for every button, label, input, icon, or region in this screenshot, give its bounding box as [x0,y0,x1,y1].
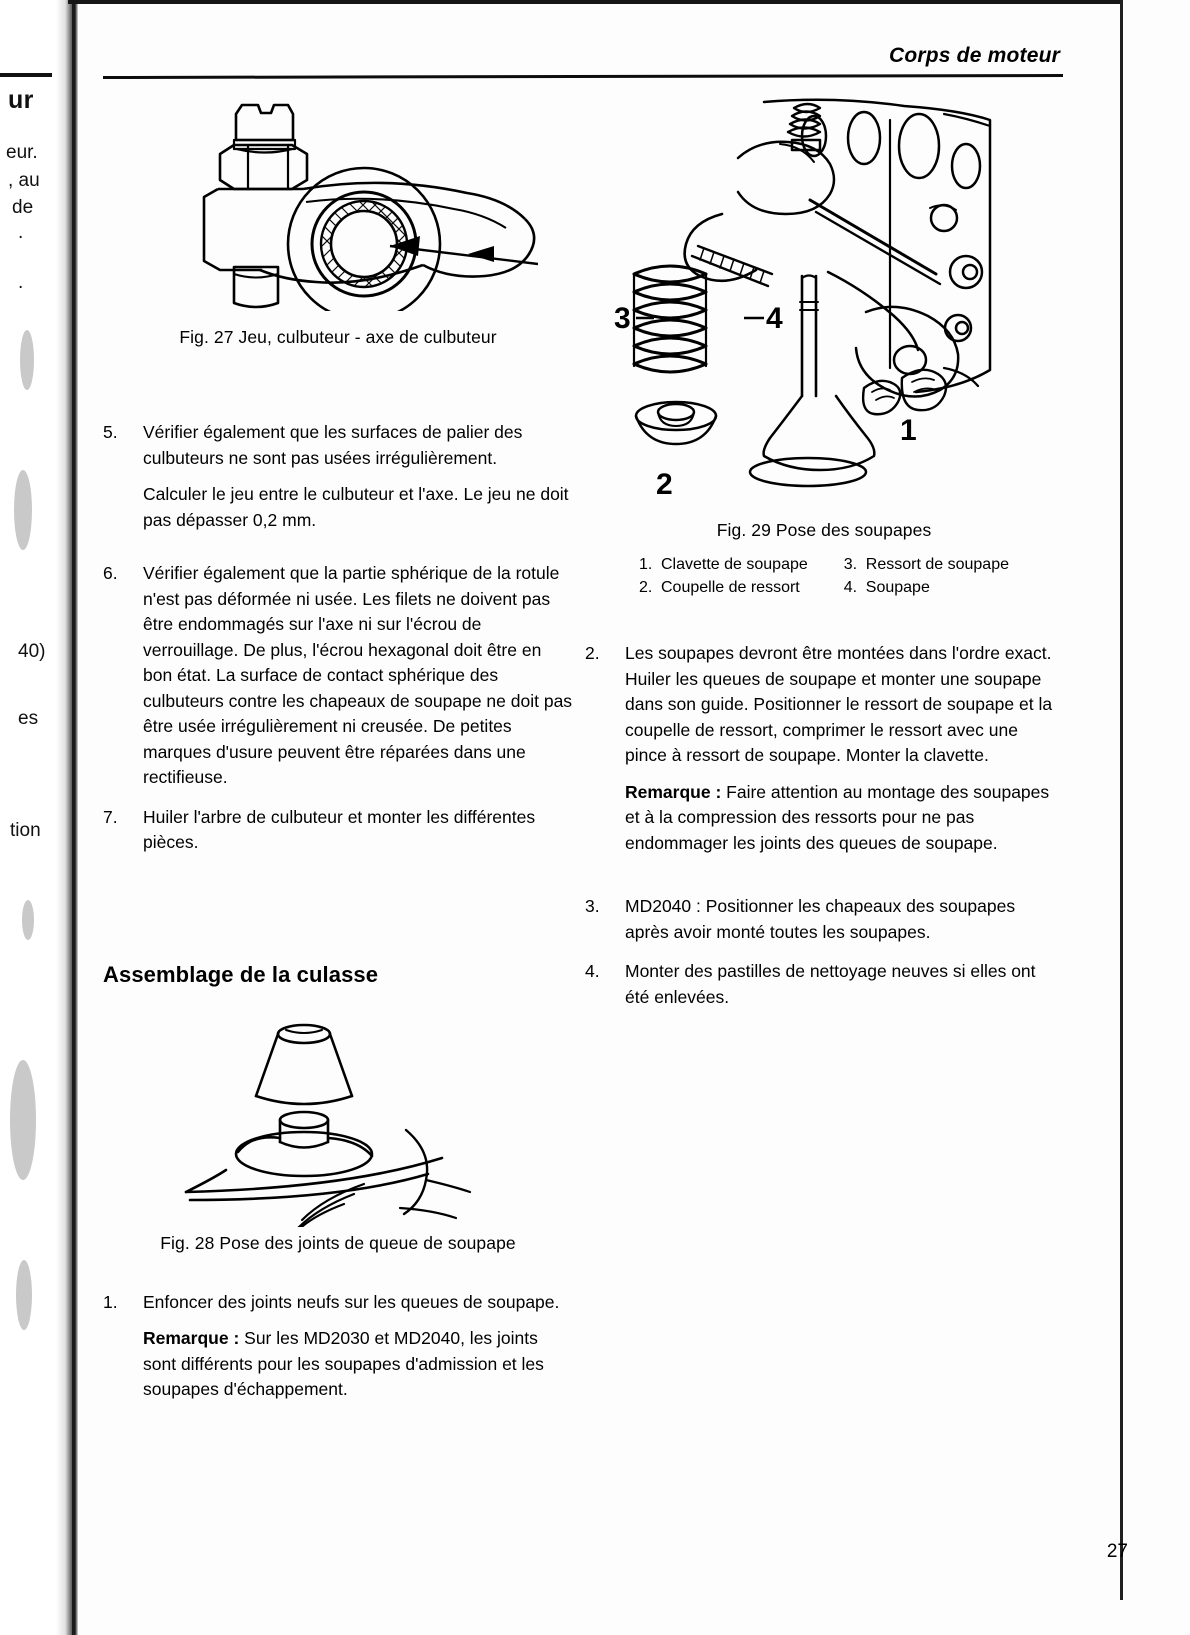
facing-page-line: tion [10,820,41,841]
callout-3: 3 [614,302,631,335]
section-heading: Assemblage de la culasse [103,961,379,987]
list-item-number: 5. [103,422,118,442]
legend-column-left [639,553,808,599]
running-header: Corps de moteur [888,44,1060,67]
scan-noise [10,1060,36,1180]
list-item-body [143,561,573,791]
legend-column-right [844,553,1009,599]
page-border-right [1120,0,1123,1600]
callout-1: 1 [900,414,917,447]
paragraph: Vérifier également que la partie sphérique de la rotule n'est pas déformée ni usée. Les filets ne doivent pas être endommagés sur l'axe ni sur l'écrou de verrouillage. De plus, l'écrou hexagonal doit être en bon état. La surface de contact sphérique des culbuteurs contre les chapeaux de soupape ne doit pas être usée irrégulièrement ni creusée. De petites marques d'usure peuvent être réparées dans une rectifieuse. [143,563,573,787]
note-label: Remarque : [625,781,722,802]
scan-noise [14,470,32,550]
list-item [103,1290,573,1403]
list-item-number: 3. [585,896,600,916]
facing-page-line: , au [8,170,40,191]
figure-29-caption: Fig. 29 Pose des soupapes [716,520,932,540]
page-number: 27 [1106,1541,1128,1562]
list-item-number: 1. [103,1291,118,1312]
valve-installation-illustration [614,96,1034,506]
list-item-number: 2. [585,643,600,663]
list-item [103,561,573,791]
legend-label: Soupape [865,579,930,596]
list-item [103,420,573,533]
figure-29 [585,96,1063,506]
legend-item [639,553,808,576]
paragraph: Les soupapes devront être montées dans l'ordre exact. Huiler les queues de soupape et monter une soupape dans son guide. Positionner le ressort de soupape et la coupelle de ressort, comprimer le ressort avec une pince à ressort de soupape. Monter la clavette. [625,643,1053,765]
facing-page-title: ur [8,86,34,114]
list-item-number: 7. [103,806,118,827]
left-column [103,96,573,1413]
page-border-top [68,0,1123,4]
callout-2: 2 [656,468,673,501]
paragraph: Monter des pastilles de nettoyage neuves si elles ont été enlevées. [625,961,1036,1007]
list-item-body [143,1290,573,1403]
list-item-body [143,805,573,856]
legend-item [639,576,808,599]
paragraph: Vérifier également que les surfaces de palier des culbuteurs ne sont pas usées irrégulièrement. [143,422,523,468]
note-label: Remarque : [143,1328,240,1348]
list-item [585,894,1063,945]
facing-page-line: 40) [18,641,46,662]
callout-4: 4 [766,302,783,335]
legend-item [844,576,1009,599]
scan-noise [22,900,34,940]
paragraph: Calculer le jeu entre le culbuteur et l'axe. Le jeu ne doit pas dépasser 0,2 mm. [143,484,569,530]
note-text: Faire attention au montage des soupapes et à la compression des ressorts pour ne pas endommager les joints des queues de soupape. [625,781,1050,853]
figure-29-legend [585,553,1063,599]
figure-28-caption: Fig. 28 Pose des joints de queue de soupape [160,1232,516,1253]
list-item-body [143,420,573,533]
list-item [585,959,1063,1010]
legend-number: 2. [639,579,653,596]
figure-28 [103,1012,573,1227]
list-item [103,805,573,856]
list-item-number: 4. [585,961,600,981]
legend-number: 1. [639,556,653,573]
legend-number: 4. [843,579,858,596]
facing-page-line: еs [18,708,39,729]
paragraph: MD2040 : Positionner les chapeaux des soupapes après avoir monté toutes les soupapes. [625,896,1016,942]
list-item-body [625,894,1063,945]
facing-page-rule [0,73,52,77]
rocker-arm-illustration [138,96,538,311]
legend-item [844,553,1009,576]
legend-label: Ressort de soupape [865,556,1009,573]
right-column [585,96,1063,1020]
legend-label: Coupelle de ressort [661,579,800,596]
list-item [585,641,1063,856]
legend-number: 3. [843,556,858,573]
paragraph: Huiler l'arbre de culbuteur et monter les différentes pièces. [143,806,536,852]
valve-stem-seal-illustration [168,1012,508,1227]
facing-page-dot: . [18,222,24,243]
scan-noise [16,1260,32,1330]
legend-label: Clavette de soupape [661,556,808,573]
scan-noise [20,330,34,390]
page-edge-line [72,0,75,1635]
figure-27 [103,96,573,311]
note-paragraph [143,1326,573,1403]
note-paragraph [625,780,1063,857]
header-rule [103,74,1063,79]
figure-27-caption: Fig. 27 Jeu, culbuteur - axe de culbuteur [179,327,497,347]
facing-page-line: eur. [6,142,38,163]
list-item-body [625,641,1063,856]
note-text: Sur les MD2030 et MD2040, les joints sont différents pour les soupapes d'admission et les soupapes d'échappement. [143,1328,544,1399]
facing-page-line: de [12,197,34,218]
facing-page-dot: . [18,272,24,293]
list-item-body [625,959,1063,1010]
list-item-number: 6. [103,563,118,583]
paragraph: Enfoncer des joints neufs sur les queues de soupape. [143,1291,560,1312]
